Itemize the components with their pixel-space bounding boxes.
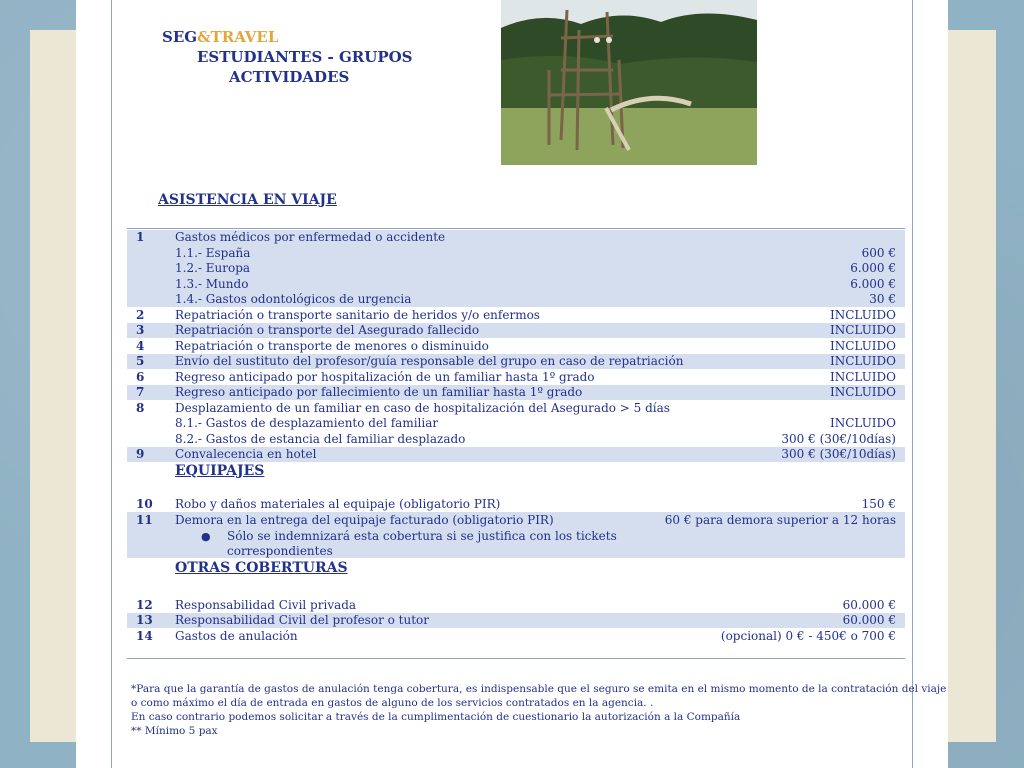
row-number: 11 (136, 513, 153, 527)
row-value: 30 € (869, 292, 896, 306)
brand-logo (162, 28, 278, 46)
row-description: Gastos de anulación (175, 629, 298, 643)
brand-travel: &TRAVEL (197, 28, 279, 46)
row-number: 12 (136, 598, 153, 612)
row-value: 300 € (30€/10días) (781, 432, 896, 446)
page-margin-line-left (111, 0, 112, 768)
row-description: 1.2.- Europa (175, 261, 251, 275)
row-value: 600 € (861, 246, 896, 260)
row-number: 5 (136, 354, 145, 368)
rope-park-illustration (501, 0, 757, 165)
row-description: 1.1.- España (175, 246, 251, 260)
row-value: INCLUIDO (829, 323, 896, 337)
row-value: 60.000 € (842, 598, 896, 612)
row-number: 6 (136, 370, 145, 384)
row-value: INCLUIDO (829, 354, 896, 368)
row-value: INCLUIDO (829, 308, 896, 322)
activity-photo (501, 0, 757, 165)
brand-seg: SEG (162, 28, 198, 46)
row-number: 1 (136, 230, 145, 244)
row-description: Demora en la entrega del equipaje facturado (obligatorio PIR) (175, 513, 554, 527)
row-description: Regreso anticipado por hospitalización de un familiar hasta 1º grado (175, 370, 595, 384)
row-description: Responsabilidad Civil privada (175, 598, 357, 612)
row-description: Robo y daños materiales al equipaje (obligatorio PIR) (175, 497, 501, 511)
row-number: 14 (136, 629, 153, 643)
row-description: Repatriación o transporte del Asegurado fallecido (175, 323, 480, 337)
row-description: Repatriación o transporte sanitario de heridos y/o enfermos (175, 308, 540, 322)
row-description: Convalecencia en hotel (175, 447, 317, 461)
row-value: 6.000 € (850, 261, 896, 275)
page-margin-line-right (912, 0, 913, 768)
row-value: INCLUIDO (829, 416, 896, 430)
heading-actividades: ACTIVIDADES (229, 68, 350, 86)
footnote: o como máximo el día de entrada en gastos de alguno de los servicios contratados en la agencia. . (131, 697, 654, 709)
row-value: 60.000 € (842, 613, 896, 627)
footnote: En caso contrario podemos solicitar a través de la cumplimentación de cuestionario la autorización a la Compañía (131, 711, 741, 723)
row-number: 7 (136, 385, 145, 399)
row-number: 8 (136, 401, 145, 415)
row-number: 9 (136, 447, 145, 461)
row-description: Gastos médicos por enfermedad o accidente (175, 230, 446, 244)
row-number: 4 (136, 339, 145, 353)
bullet-icon: ● (201, 530, 211, 543)
row-description: Responsabilidad Civil del profesor o tutor (175, 613, 429, 627)
row-value: (opcional) 0 € - 450€ o 700 € (720, 629, 896, 643)
table-top-border (127, 228, 905, 229)
row-value: 60 € para demora superior a 12 horas (664, 513, 896, 527)
row-value: 6.000 € (850, 277, 896, 291)
row-value: INCLUIDO (829, 370, 896, 384)
row-note: Sólo se indemnizará esta cobertura si se justifica con los tickets (227, 529, 617, 543)
row-description: Desplazamiento de un familiar en caso de hospitalización del Asegurado > 5 días (175, 401, 670, 415)
row-description: 8.2.- Gastos de estancia del familiar desplazado (175, 432, 466, 446)
row-value: 150 € (861, 497, 896, 511)
row-description: 8.1.- Gastos de desplazamiento del familiar (175, 416, 439, 430)
footnote: *Para que la garantía de gastos de anulación tenga cobertura, es indispensable que el seguro se emita en el mismo momento de la contratación del viaje (131, 683, 947, 695)
heading-estudiantes: ESTUDIANTES - GRUPOS (197, 48, 413, 66)
table-bottom-border (127, 658, 905, 659)
row-number: 10 (136, 497, 153, 511)
row-value: INCLUIDO (829, 385, 896, 399)
row-description: Regreso anticipado por fallecimiento de un familiar hasta 1º grado (175, 385, 583, 399)
row-value: INCLUIDO (829, 339, 896, 353)
row-number: 2 (136, 308, 145, 322)
row-number: 3 (136, 323, 145, 337)
section-title-otras-coberturas: OTRAS COBERTURAS (175, 560, 348, 576)
section-title-equipajes: EQUIPAJES (175, 463, 265, 479)
footnote: ** Mínimo 5 pax (131, 725, 218, 737)
row-description: 1.3.- Mundo (175, 277, 249, 291)
row-description: Envío del sustituto del profesor/guía responsable del grupo en caso de repatriación (175, 354, 684, 368)
row-number: 13 (136, 613, 153, 627)
row-description: Repatriación o transporte de menores o disminuido (175, 339, 489, 353)
row-value: 300 € (30€/10días) (781, 447, 896, 461)
row-note: correspondientes (227, 544, 333, 558)
row-description: 1.4.- Gastos odontológicos de urgencia (175, 292, 412, 306)
section-title-asistencia: ASISTENCIA EN VIAJE (158, 192, 337, 208)
